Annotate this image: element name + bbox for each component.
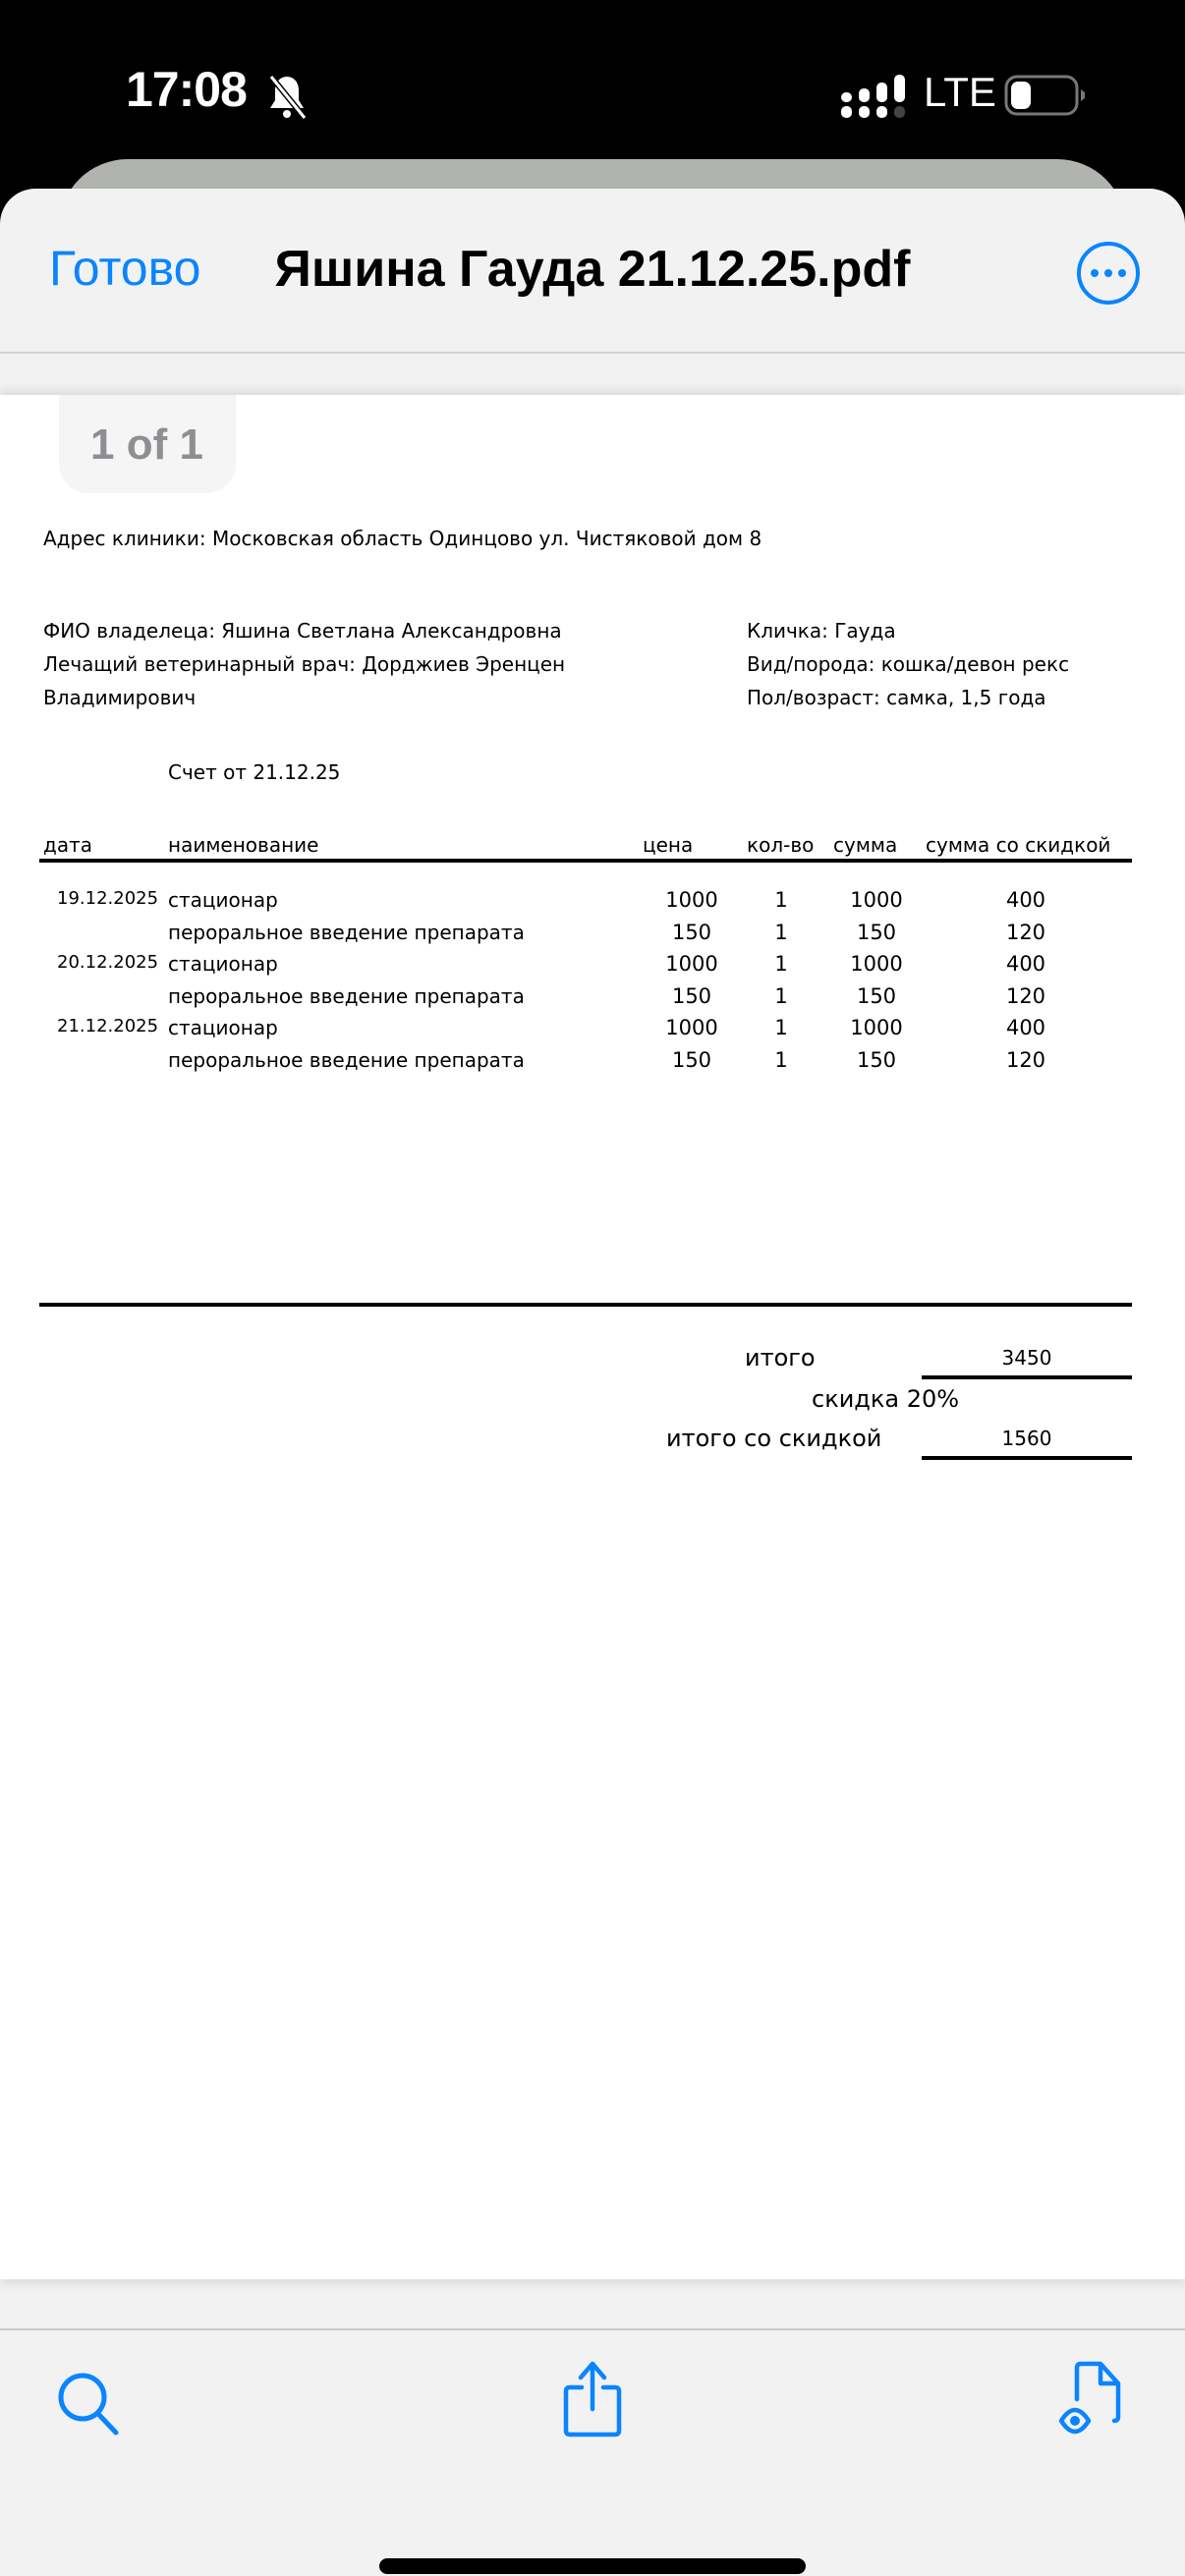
cell-sum: 1000 [850,952,903,977]
cell-price: 1000 [665,888,718,912]
cell-price: 150 [671,983,712,1008]
cellular-signal-icon [841,75,910,120]
column-header-name: наименование [168,833,319,857]
dot [1091,269,1099,277]
total-discounted-label: итого со скидкой [666,1425,882,1452]
cell-date: 21.12.2025 [57,1016,159,1037]
cell-qty: 1 [774,920,788,944]
document-eye-icon[interactable] [1057,2360,1128,2440]
cell-qty: 1 [774,888,788,912]
column-header-date: дата [43,833,92,857]
cell-qty: 1 [774,983,788,1008]
cell-discounted: 400 [1005,888,1046,912]
total-label: итого [745,1344,816,1372]
cell-discounted: 120 [1005,920,1046,944]
column-header-qty: кол-во [747,833,815,857]
pet-name: Кличка: Гауда [747,619,896,643]
total-discounted-value: 1560 [1001,1427,1052,1450]
pet-sex-age: Пол/возраст: самка, 1,5 года [747,686,1046,709]
total-rule [922,1375,1132,1379]
column-header-price: цена [643,833,694,857]
dot [1104,269,1112,277]
document-title: Яшина Гауда 21.12.25.pdf [274,241,911,298]
cell-name: пероральное введение препарата [168,983,525,1008]
cell-sum: 150 [856,983,897,1008]
doctor-line-1: Лечащий ветеринарный врач: Дорджиев Эренцен [43,652,566,676]
clinic-address: Адрес клиники: Московская область Одинцово ул. Чистяковой дом 8 [43,527,762,550]
cell-qty: 1 [774,1048,788,1072]
home-indicator[interactable] [379,2558,806,2574]
cell-price: 150 [671,920,712,944]
pet-species: Вид/порода: кошка/девон рекс [747,652,1070,676]
pdf-page[interactable] [0,395,1185,2279]
cell-discounted: 120 [1005,983,1046,1008]
dot [1118,269,1126,277]
bottom-toolbar [0,2328,1185,2576]
invoice-title: Счет от 21.12.25 [168,760,341,784]
pdf-preview-sheet [0,189,1185,2576]
table-bottom-rule [39,1303,1132,1307]
cell-date: 19.12.2025 [57,888,159,909]
doctor-line-2: Владимирович [43,686,197,709]
cell-name: пероральное введение препарата [168,1048,525,1072]
battery-low-icon [1004,75,1087,116]
cell-sum: 1000 [850,888,903,912]
share-icon[interactable] [560,2360,625,2438]
cell-qty: 1 [774,952,788,977]
cell-discounted: 400 [1005,952,1046,977]
cell-name: стационар [168,1016,278,1040]
cell-discounted: 120 [1005,1048,1046,1072]
cell-price: 1000 [665,952,718,977]
owner-name: ФИО владелеца: Яшина Светлана Александровна [43,619,562,643]
cell-price: 1000 [665,1016,718,1040]
total-discounted-rule [922,1456,1132,1460]
page-indicator: 1 of 1 [90,420,203,469]
header-rule [39,859,1132,863]
status-bar [0,0,1185,157]
cell-date: 20.12.2025 [57,952,159,974]
cell-name: пероральное введение препарата [168,920,525,944]
cell-sum: 1000 [850,1016,903,1040]
magnifying-glass-icon[interactable] [55,2370,124,2438]
total-value: 3450 [1001,1346,1052,1370]
ellipsis-circle-icon[interactable] [1077,242,1140,305]
cell-qty: 1 [774,1016,788,1040]
cell-sum: 150 [856,920,897,944]
cell-discounted: 400 [1005,1016,1046,1040]
cell-name: стационар [168,888,278,912]
cell-sum: 150 [856,1048,897,1072]
bell-slash-icon [265,73,309,120]
network-type: LTE [924,69,996,115]
discount-label: скидка 20% [812,1385,960,1413]
status-time: 17:08 [126,62,247,117]
done-button[interactable]: Готово [49,241,201,296]
cell-price: 150 [671,1048,712,1072]
cell-name: стационар [168,952,278,977]
navigation-bar [0,189,1185,354]
column-header-sum: сумма [833,833,898,857]
column-header-discounted: сумма со скидкой [926,833,1111,857]
